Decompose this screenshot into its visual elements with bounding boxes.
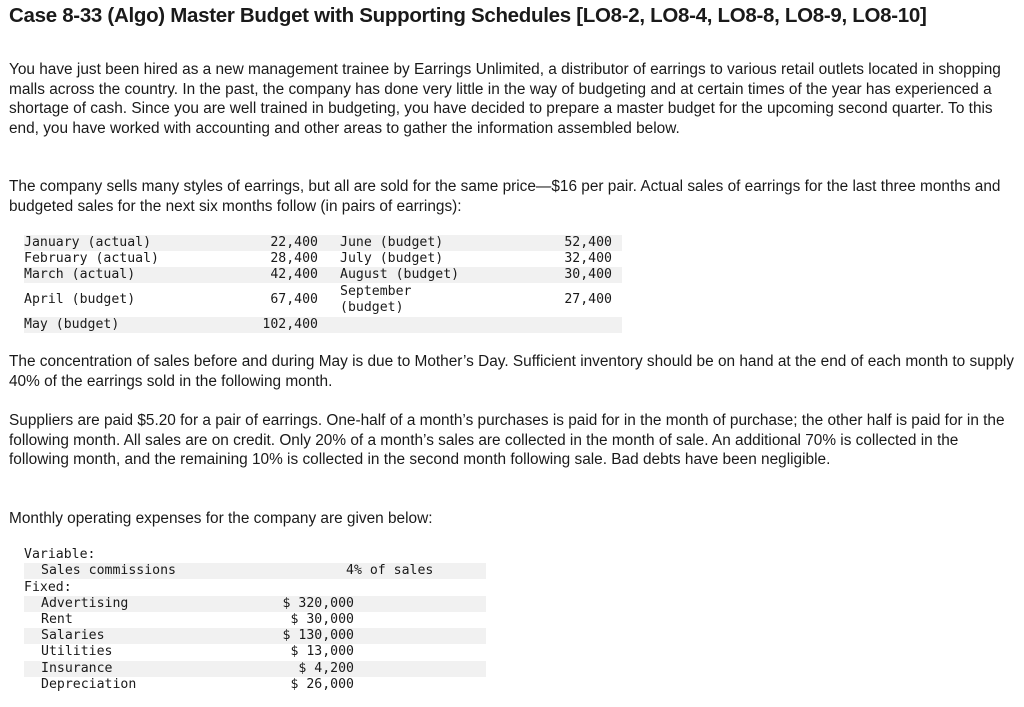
table-row — [24, 317, 622, 333]
expense-value: $ 30,000 — [290, 612, 354, 627]
sales-month: July (budget) — [340, 251, 444, 266]
table-row — [24, 677, 486, 693]
intro-paragraph: You have just been hired as a new management trainee by Earrings Unlimited, a distributor of earrings to various retail outlets located in shopping malls across the country. In the past, the company has done very little in the way of budgeting and at certain times of the year has experienced a shortage of cash. Since you are well trained in budgeting, you have decided to prepare a master budget for the upcoming second quarter. To this end, you have worked with accounting and other areas to gather the information assembled below. — [9, 61, 1001, 137]
sales-value: 30,400 — [564, 267, 612, 282]
expense-value: 4% of sales — [346, 563, 434, 578]
table-row — [24, 267, 622, 283]
table-row — [24, 580, 486, 596]
sales-month: August (budget) — [340, 267, 460, 282]
sales-month: April (budget) — [24, 292, 136, 307]
expense-value: $ 320,000 — [282, 596, 354, 611]
table-row — [24, 612, 486, 628]
sales-month-line1: September — [340, 284, 412, 299]
expense-value: $ 130,000 — [282, 628, 354, 643]
sales-month-line2: (budget) — [340, 300, 404, 315]
expense-label: Sales commissions — [41, 563, 176, 578]
page-title: Case 8-33 (Algo) Master Budget with Supporting Schedules [LO8-2, LO8-4, LO8-8, LO8-9, LO8-10] — [9, 4, 927, 27]
sales-month: June (budget) — [340, 235, 444, 250]
table-row — [24, 661, 486, 677]
table-row — [24, 547, 486, 563]
expense-label: Advertising — [41, 596, 129, 611]
expense-value: $ 13,000 — [290, 644, 354, 659]
expense-value: $ 26,000 — [290, 677, 354, 692]
sales-value: 42,400 — [270, 267, 318, 282]
table-row — [24, 283, 622, 317]
sales-value: 52,400 — [564, 235, 612, 250]
sales-paragraph: The company sells many styles of earrings, but all are sold for the same price—$16 per pair. Actual sales of earrings for the last three months and budgeted sales for the next six months follow (in pairs of earrings): — [9, 178, 1001, 215]
sales-value: 28,400 — [270, 251, 318, 266]
concentration-paragraph: The concentration of sales before and during May is due to Mother’s Day. Sufficient inventory should be on hand at the end of each month to supply 40% of the earrings sold in the following month. — [9, 353, 1015, 390]
sales-value: 22,400 — [270, 235, 318, 250]
sales-value: 32,400 — [564, 251, 612, 266]
variable-heading: Variable: — [24, 547, 96, 562]
expense-label: Utilities — [41, 644, 113, 659]
sales-month: March (actual) — [24, 267, 136, 282]
expense-value: $ 4,200 — [298, 661, 354, 676]
table-row — [24, 251, 622, 267]
sales-value: 27,400 — [564, 292, 612, 307]
fixed-heading: Fixed: — [24, 580, 72, 595]
table-row — [24, 628, 486, 644]
suppliers-paragraph: Suppliers are paid $5.20 for a pair of earrings. One-half of a month’s purchases is paid for in the month of purchase; the other half is paid for in the following month. All sales are on credit. Only 20% of a month’s sales are collected in the month of sale. An additional 70% is collected in the following month, and the remaining 10% is collected in the second month following sale. Bad debts have been negligible. — [9, 412, 1005, 468]
sales-value: 67,400 — [270, 292, 318, 307]
expense-label: Depreciation — [41, 677, 137, 692]
expense-label: Salaries — [41, 628, 105, 643]
sales-month: May (budget) — [24, 317, 120, 332]
expense-label: Insurance — [41, 661, 113, 676]
sales-month: January (actual) — [24, 235, 152, 250]
sales-value: 102,400 — [262, 317, 318, 332]
table-row — [24, 563, 486, 579]
expenses-intro-paragraph: Monthly operating expenses for the company are given below: — [9, 510, 433, 527]
table-row — [24, 644, 486, 660]
table-row — [24, 235, 622, 251]
table-row — [24, 596, 486, 612]
sales-month: February (actual) — [24, 251, 159, 266]
expense-label: Rent — [41, 612, 73, 627]
